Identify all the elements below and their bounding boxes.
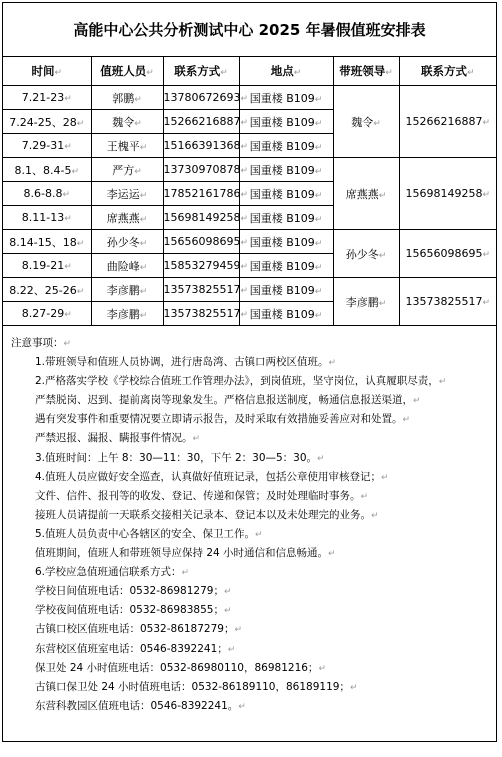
header-leader-phone: 联系方式↵ — [399, 57, 496, 86]
header-time: 时间↵ — [3, 57, 91, 86]
cell-place: 国重楼 B109↵ — [239, 182, 333, 206]
table-row — [3, 230, 496, 254]
cell-leader: 魏令↵ — [333, 86, 399, 158]
header-place: 地点↵ — [239, 57, 333, 86]
cell-time: 8.22、25-26↵ — [3, 278, 91, 302]
cell-person: 郭鹏↵ — [91, 86, 163, 110]
cell-leader: 孙少冬↵ — [333, 230, 399, 278]
header-phone: 联系方式↵ — [163, 57, 239, 86]
note-line: 古镇口保卫处 24 小时值班电话：0532-86189110，86189119；↵ — [35, 680, 358, 693]
cell-phone: 15266216887↵ — [163, 110, 239, 134]
cell-place: 国重楼 B109↵ — [239, 254, 333, 278]
cell-person: 曲险峰↵ — [91, 254, 163, 278]
cell-time: 7.24-25、28↵ — [3, 110, 91, 134]
cell-phone: 13730970878↵ — [163, 158, 239, 182]
header-leader: 带班领导↵ — [333, 57, 399, 86]
header-person: 值班人员↵ — [91, 57, 163, 86]
table-row — [3, 158, 496, 182]
note-line: 学校日间值班电话：0532-86981279；↵ — [35, 585, 232, 598]
note-line: 严禁迟报、漏报、瞒报事件情况。↵ — [35, 432, 201, 445]
note-line: 严禁脱岗、迟到、提前离岗等现象发生。严格信息报送制度，畅通信息报送渠道，↵ — [35, 394, 421, 407]
cell-time: 8.14-15、18↵ — [3, 230, 91, 254]
cell-person: 孙少冬↵ — [91, 230, 163, 254]
cell-leader: 席燕燕↵ — [333, 158, 399, 230]
table-row — [3, 86, 496, 110]
cell-leader-phone: 15266216887↵ — [399, 86, 496, 158]
cell-phone: 13780672693↵ — [163, 86, 239, 110]
note-line: 东营科教园区值班电话：0546-8392241。↵ — [35, 699, 246, 712]
note-line: 东营校区值班室电话：0546-8392241；↵ — [35, 642, 236, 655]
note-line: 4.值班人员应做好安全巡查，认真做好值班记录，包括公章使用审核登记；↵ — [35, 470, 389, 483]
cell-leader-phone: 15698149258↵ — [399, 158, 496, 230]
duty-table — [3, 57, 496, 326]
cell-place: 国重楼 B109↵ — [239, 278, 333, 302]
cell-leader: 李彦鹏↵ — [333, 278, 399, 326]
cell-time: 8.1、8.4-5↵ — [3, 158, 91, 182]
cell-time: 8.6-8.8↵ — [3, 182, 91, 206]
cell-phone: 15656098695↵ — [163, 230, 239, 254]
cell-person: 王槐平↵ — [91, 134, 163, 158]
cell-person: 李彦鹏↵ — [91, 302, 163, 326]
note-line: 古镇口校区值班电话：0532-86187279；↵ — [35, 623, 243, 636]
cell-leader-phone: 15656098695↵ — [399, 230, 496, 278]
cell-person: 李彦鹏↵ — [91, 278, 163, 302]
cell-phone: 13573825517↵ — [163, 302, 239, 326]
cell-place: 国重楼 B109↵ — [239, 134, 333, 158]
table-row — [3, 278, 496, 302]
cell-place: 国重楼 B109↵ — [239, 86, 333, 110]
page-title: 高能中心公共分析测试中心 2025 年暑假值班安排表 — [3, 3, 496, 57]
cell-time: 7.21-23↵ — [3, 86, 91, 110]
notes-heading: 注意事项：↵ — [11, 337, 72, 349]
cell-person: 严方↵ — [91, 158, 163, 182]
note-line: 值班期间，值班人和带班领导应保持 24 小时通信和信息畅通。↵ — [35, 547, 336, 560]
cell-phone: 15166391368↵ — [163, 134, 239, 158]
cell-leader-phone: 13573825517↵ — [399, 278, 496, 326]
cell-time: 8.27-29↵ — [3, 302, 91, 326]
notes-section — [3, 328, 496, 716]
cell-phone: 15853279459↵ — [163, 254, 239, 278]
note-line: 保卫处 24 小时值班电话：0532-86980110，86981216；↵ — [35, 661, 326, 674]
cell-place: 国重楼 B109↵ — [239, 230, 333, 254]
cell-place: 国重楼 B109↵ — [239, 110, 333, 134]
cell-person: 席燕燕↵ — [91, 206, 163, 230]
note-line: 接班人员请提前一天联系交接相关记录本、登记本以及未处理完的业务。↵ — [35, 508, 379, 521]
note-line: 遇有突发事件和重要情况要立即请示报告，及时采取有效措施妥善应对和处置。↵ — [35, 413, 411, 426]
cell-time: 7.29-31↵ — [3, 134, 91, 158]
cell-time: 8.11-13↵ — [3, 206, 91, 230]
cell-place: 国重楼 B109↵ — [239, 158, 333, 182]
table-header-row — [3, 57, 496, 86]
note-line: 文件、信件、报刊等的收发、登记、传递和保管；及时处理临时事务。↵ — [35, 489, 369, 502]
cell-phone: 13573825517↵ — [163, 278, 239, 302]
cell-phone: 15698149258↵ — [163, 206, 239, 230]
cell-place: 国重楼 B109↵ — [239, 206, 333, 230]
note-line: 学校夜间值班电话：0532-86983855；↵ — [35, 604, 232, 617]
note-line: 5.值班人员负责中心各辖区的安全、保卫工作。↵ — [35, 527, 263, 540]
cell-place: 国重楼 B109↵ — [239, 302, 333, 326]
note-line: 1.带班领导和值班人员协调，进行唐岛湾、古镇口两校区值班。↵ — [35, 356, 337, 369]
cell-person: 魏令↵ — [91, 110, 163, 134]
note-line: 6.学校应急值班通信联系方式：↵ — [35, 566, 190, 579]
cell-person: 李运运↵ — [91, 182, 163, 206]
duty-schedule-sheet — [2, 2, 497, 742]
cell-time: 8.19-21↵ — [3, 254, 91, 278]
cell-phone: 17852161786↵ — [163, 182, 239, 206]
note-line: 2.严格落实学校《学校综合值班工作管理办法》，到岗值班，坚守岗位，认真履职尽责，↵ — [35, 375, 447, 388]
note-line: 3.值班时间：上午 8：30—11：30，下午 2：30—5：30。↵ — [35, 451, 325, 464]
